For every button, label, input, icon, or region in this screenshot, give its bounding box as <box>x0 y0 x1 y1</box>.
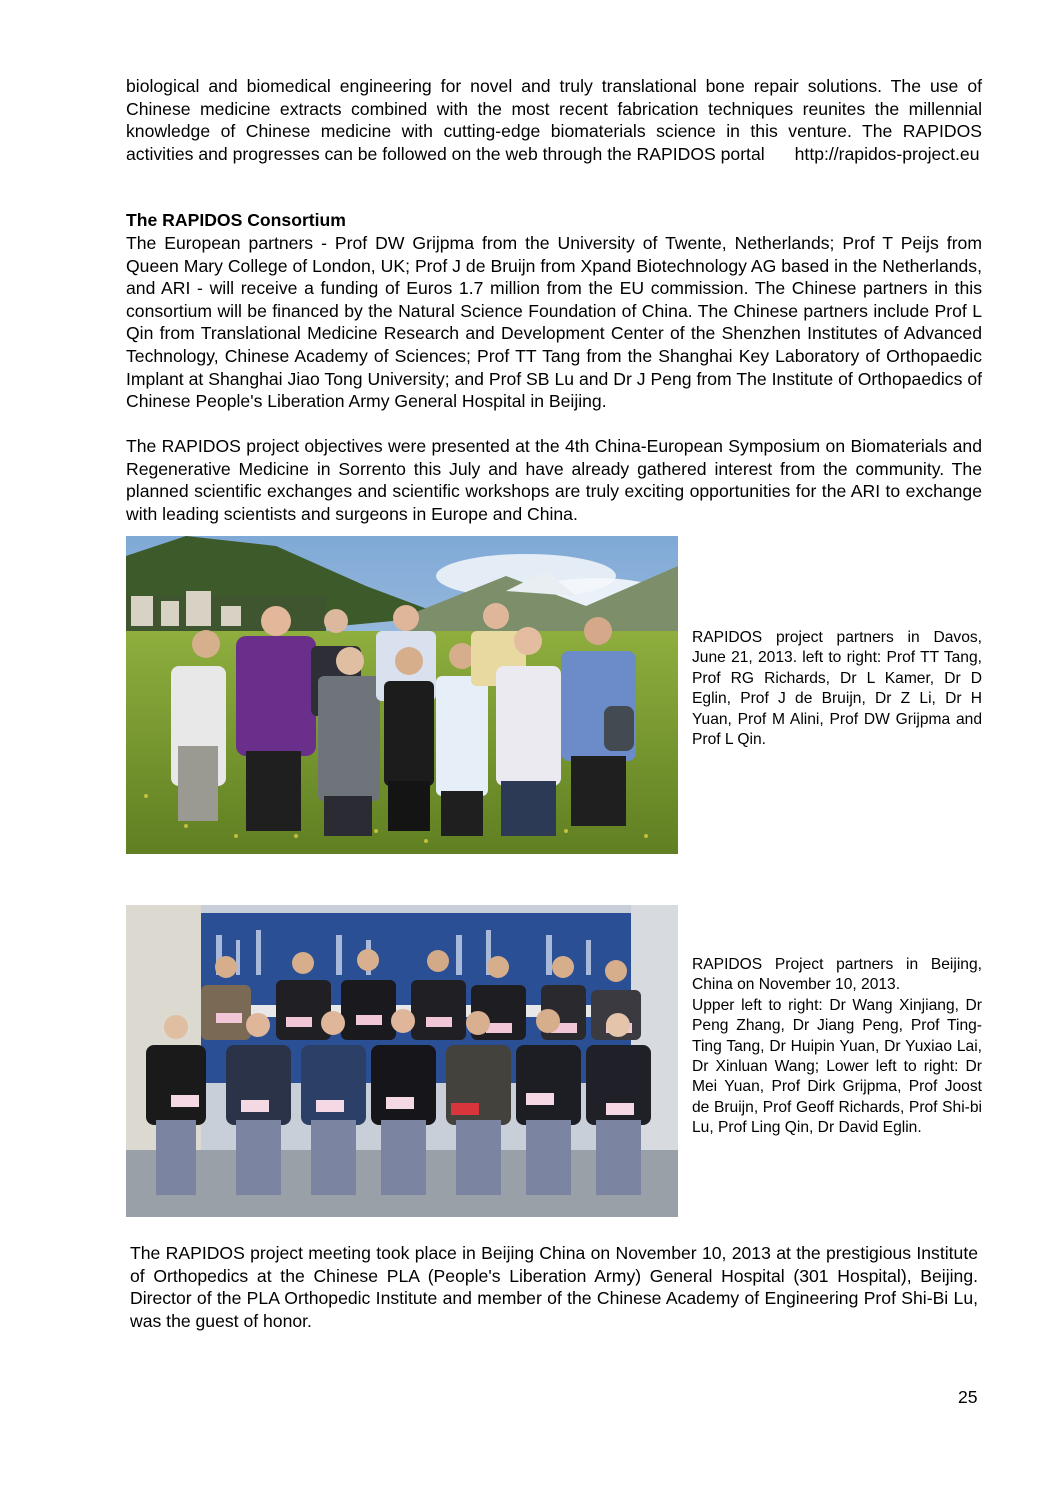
davos-group-photo <box>126 536 678 854</box>
beijing-caption-line-1: RAPIDOS Project partners in Beijing, China on November 10, 2013. <box>692 956 982 994</box>
beijing-group-photo <box>126 905 678 1217</box>
closing-paragraph: The RAPIDOS project meeting took place in Beijing China on November 10, 2013 at the prestigious Institute of Orthopedics at the Chinese PLA (People's Liberation Army) General Hospital (301 Hospital), Beijing. Director of the PLA Orthopedic Institute and member of the Chinese Academy of Engineering Prof Shi-Bi Lu, was the guest of honor. <box>130 1243 978 1331</box>
portal-link[interactable]: http://rapidos-project.eu <box>794 143 980 164</box>
portal-label: RAPIDOS portal <box>636 143 765 164</box>
davos-caption-text: RAPIDOS project partners in Davos, June 21, 2013. left to right: Prof TT Tang, Prof RG Richards, Dr L Kamer, Dr D Eglin, Prof J de Bruijn, Dr Z Li, Dr H Yuan, Prof M Alini, Prof DW Grijpma and Prof L Qin. <box>692 629 982 749</box>
intro-text: biological and biomedical engineering for novel and truly translational bone repair solutions. The use of Chinese medicine extracts combined with the most recent fabrication techniques reunites the millennial knowledge of Chinese medicine with cutting-edge biomaterials science in this venture. The RAPIDOS activities and progresses can be followed on the web through the <box>126 76 982 164</box>
consortium-paragraph-1: The European partners - Prof DW Grijpma from the University of Twente, Netherlands; Prof T Peijs from Queen Mary College of London, UK; Prof J de Bruijn from Xpand Biotechnology AG based in the Netherlands, and ARI - will receive a funding of Euros 1.7 million from the EU commission. The Chinese partners in this consortium will be financed by the Natural Science Foundation of China. The Chinese partners include Prof L Qin from Translational Medicine Research and Development Center of the Shenzhen Institutes of Advanced Technology, Chinese Academy of Sciences; Prof TT Tang from the Shanghai Key Laboratory of Orthopaedic Implant at Shanghai Jiao Tong University; and Prof SB Lu and Dr J Peng from The Institute of Orthopaedics of Chinese People's Liberation Army General Hospital in Beijing. <box>126 233 982 412</box>
consortium-heading: The RAPIDOS Consortium <box>126 210 346 230</box>
beijing-photo-caption <box>692 955 982 1139</box>
davos-photo-caption <box>692 628 982 750</box>
beijing-caption-line-2: Upper left to right: Dr Wang Xinjiang, Dr Peng Zhang, Dr Jiang Peng, Prof Ting-Ting Tang, Dr Huipin Yuan, Dr Yuxiao Lai, Dr Xinluan Wang; Lower left to right: Dr Mei Yuan, Prof Dirk Grijpma, Prof Joost de Bruijn, Prof Geoff Richards, Prof Shi-bi Lu, Prof Ling Qin, Dr David Eglin. <box>692 996 982 1137</box>
consortium-paragraph-2: The RAPIDOS project objectives were presented at the 4th China-European Symposium on Biomaterials and Regenerative Medicine in Sorrento this July and have already gathered interest from the community. The planned scientific exchanges and scientific workshops are truly exciting opportunities for the ARI to exchange with leading scientists and surgeons in Europe and China. <box>126 436 982 524</box>
page-number: 25 <box>958 1387 978 1407</box>
intro-paragraph <box>126 75 982 165</box>
